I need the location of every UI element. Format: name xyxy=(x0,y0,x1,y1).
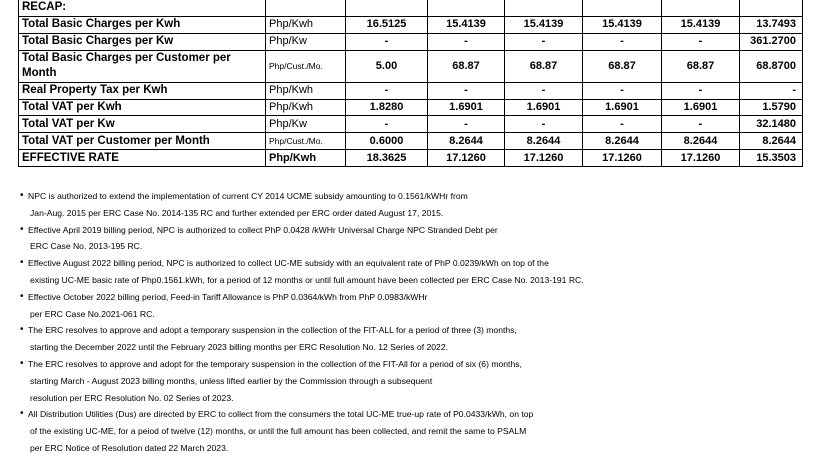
footnote-line: of the existing UC-ME, for a peiod of twelve (12) months, or until the full amount has been collected, and remit the same to PSALM xyxy=(30,426,527,437)
row-value: 361.2700 xyxy=(740,33,803,50)
footnote-line: Effective October 2022 billing period, Feed-in Tariff Allowance is PhP 0.0364/kWh from PhP 0.0983/kWHr xyxy=(28,291,428,302)
row-value: 5.00 xyxy=(346,50,428,82)
row-unit: Php/Kwh xyxy=(266,150,346,167)
row-unit: Php/Kw xyxy=(266,116,346,133)
row-value: 8.2644 xyxy=(428,133,505,150)
row-value: - xyxy=(428,82,505,99)
bullet-icon: • xyxy=(20,190,24,201)
row-value: 68.87 xyxy=(428,50,505,82)
row-value: - xyxy=(662,33,740,50)
table-cell xyxy=(662,0,740,16)
row-label: Real Property Tax per Kwh xyxy=(19,82,266,99)
row-value: 18.3625 xyxy=(346,150,428,167)
row-value: 15.3503 xyxy=(740,150,803,167)
table-row xyxy=(19,82,803,99)
footnote xyxy=(20,322,800,356)
row-unit: Php/Kw xyxy=(266,33,346,50)
footnote-line: The ERC resolves to approve and adopt for the temporary suspension in the collection of the FIT-All for a period of six (6) months, xyxy=(28,358,522,369)
footnote-line: existing UC-ME basic rate of Php0.1561.kWh, for a period of 12 months or until full amount have been collected per ERC Case No. 2013-191 RC. xyxy=(30,274,584,285)
footnote-line: All Distribution Utilities (Dus) are directed by ERC to collect from the consumers the total UC-ME true-up rate of P0.0433/kWh, on top xyxy=(28,409,534,420)
row-value: 15.4139 xyxy=(505,16,583,33)
row-value: - xyxy=(583,82,662,99)
row-value: - xyxy=(583,33,662,50)
footnote xyxy=(20,356,800,406)
row-value: 8.2644 xyxy=(505,133,583,150)
table-cell xyxy=(740,0,803,16)
row-value: 1.8280 xyxy=(346,99,428,116)
row-value: 13.7493 xyxy=(740,16,803,33)
footnote xyxy=(20,188,800,222)
footnote-line: Effective April 2019 billing period, NPC is authorized to collect PhP 0.0428 /kWHr Universal Charge NPC Stranded Debt per xyxy=(28,224,498,235)
row-value: 68.87 xyxy=(583,50,662,82)
row-value: - xyxy=(428,116,505,133)
table-row xyxy=(19,116,803,133)
footnote xyxy=(20,255,800,289)
row-label: EFFECTIVE RATE xyxy=(19,150,266,167)
footnote-line: NPC is authorized to extend the implementation of current CY 2014 UCME subsidy amounting to 0.1561/kWHr from xyxy=(28,191,468,201)
row-value: 1.5790 xyxy=(740,99,803,116)
table-row xyxy=(19,50,803,82)
table-row xyxy=(19,16,803,33)
footnote xyxy=(20,406,800,456)
footnote xyxy=(20,289,800,323)
table-cell xyxy=(266,0,346,16)
row-value: 17.1260 xyxy=(505,150,583,167)
row-unit: Php/Kwh xyxy=(266,82,346,99)
row-label: Total VAT per Kw xyxy=(19,116,266,133)
row-unit: Php/Cust./Mo. xyxy=(266,50,346,82)
row-label: Total Basic Charges per Kwh xyxy=(19,16,266,33)
footnote-line: ERC Case No. 2013-195 RC. xyxy=(30,241,143,252)
table-cell xyxy=(583,0,662,16)
row-value: - xyxy=(662,82,740,99)
row-value: 1.6901 xyxy=(428,99,505,116)
row-value: - xyxy=(662,116,740,133)
row-value: 17.1260 xyxy=(583,150,662,167)
row-value: 68.87 xyxy=(505,50,583,82)
bullet-icon: • xyxy=(20,357,24,369)
row-value: - xyxy=(428,33,505,50)
footnote-line: resolution per ERC Resolution No. 02 Series of 2023. xyxy=(30,392,234,403)
row-value: 68.8700 xyxy=(740,50,803,82)
table-title-row xyxy=(19,0,803,16)
row-value: - xyxy=(505,33,583,50)
footnotes xyxy=(20,188,800,457)
row-label: Total Basic Charges per Kw xyxy=(19,33,266,50)
bullet-icon: • xyxy=(20,290,24,302)
recap-table xyxy=(18,0,803,167)
row-value: 8.2644 xyxy=(740,133,803,150)
footnote-line: per ERC Notice of Resolution dated 22 March 2023. xyxy=(30,442,229,453)
row-value: - xyxy=(505,116,583,133)
row-label: Total VAT per Customer per Month xyxy=(19,133,266,150)
table-row xyxy=(19,33,803,50)
row-unit: Php/Cust./Mo. xyxy=(266,133,346,150)
table-title: RECAP: xyxy=(19,0,266,16)
bullet-icon: • xyxy=(20,408,24,420)
footnote-line: Jan-Aug. 2015 per ERC Case No. 2014-135 RC and further extended per ERC order dated August 17, 2015. xyxy=(30,207,444,218)
row-unit: Php/Kwh xyxy=(266,16,346,33)
row-value: 1.6901 xyxy=(583,99,662,116)
table-row xyxy=(19,133,803,150)
row-label: Total Basic Charges per Customer per Month xyxy=(19,50,266,82)
row-value: 16.5125 xyxy=(346,16,428,33)
bullet-icon: • xyxy=(20,223,24,235)
row-value: 8.2644 xyxy=(662,133,740,150)
table-cell xyxy=(346,0,428,16)
row-value: - xyxy=(740,82,803,99)
row-value: 1.6901 xyxy=(662,99,740,116)
row-unit: Php/Kwh xyxy=(266,99,346,116)
footnote xyxy=(20,222,800,256)
table-row xyxy=(19,150,803,167)
table-row xyxy=(19,99,803,116)
row-value: - xyxy=(505,82,583,99)
bullet-icon: • xyxy=(20,257,24,269)
row-value: 32.1480 xyxy=(740,116,803,133)
row-value: 0.6000 xyxy=(346,133,428,150)
row-value: - xyxy=(346,82,428,99)
table-cell xyxy=(428,0,505,16)
row-value: 15.4139 xyxy=(662,16,740,33)
footnote-line: starting the December 2022 until the February 2023 billing months per ERC Resolution No. 12 Series of 2022. xyxy=(30,342,448,353)
row-value: - xyxy=(346,116,428,133)
row-value: 1.6901 xyxy=(505,99,583,116)
row-value: 68.87 xyxy=(662,50,740,82)
row-value: 15.4139 xyxy=(428,16,505,33)
bullet-icon: • xyxy=(20,324,24,336)
row-value: 8.2644 xyxy=(583,133,662,150)
row-value: - xyxy=(346,33,428,50)
row-value: 17.1260 xyxy=(428,150,505,167)
footnote-line: per ERC Case No.2021-061 RC. xyxy=(30,308,155,319)
footnote-line: The ERC resolves to approve and adopt a temporary suspension in the collection of the FIT-ALL for a period of three (3) months, xyxy=(28,325,517,336)
footnote-line: starting March - August 2023 billing months, unless lifted earlier by the Commission through a subsequent xyxy=(30,375,433,386)
footnote-line: Effective August 2022 billing period, NPC is authorized to collect UC-ME subsidy with an equivalent rate of PhP 0.0239/kWh on top of the xyxy=(28,258,549,269)
row-value: 15.4139 xyxy=(583,16,662,33)
row-value: 17.1260 xyxy=(662,150,740,167)
table-cell xyxy=(505,0,583,16)
row-value: - xyxy=(583,116,662,133)
row-label: Total VAT per Kwh xyxy=(19,99,266,116)
